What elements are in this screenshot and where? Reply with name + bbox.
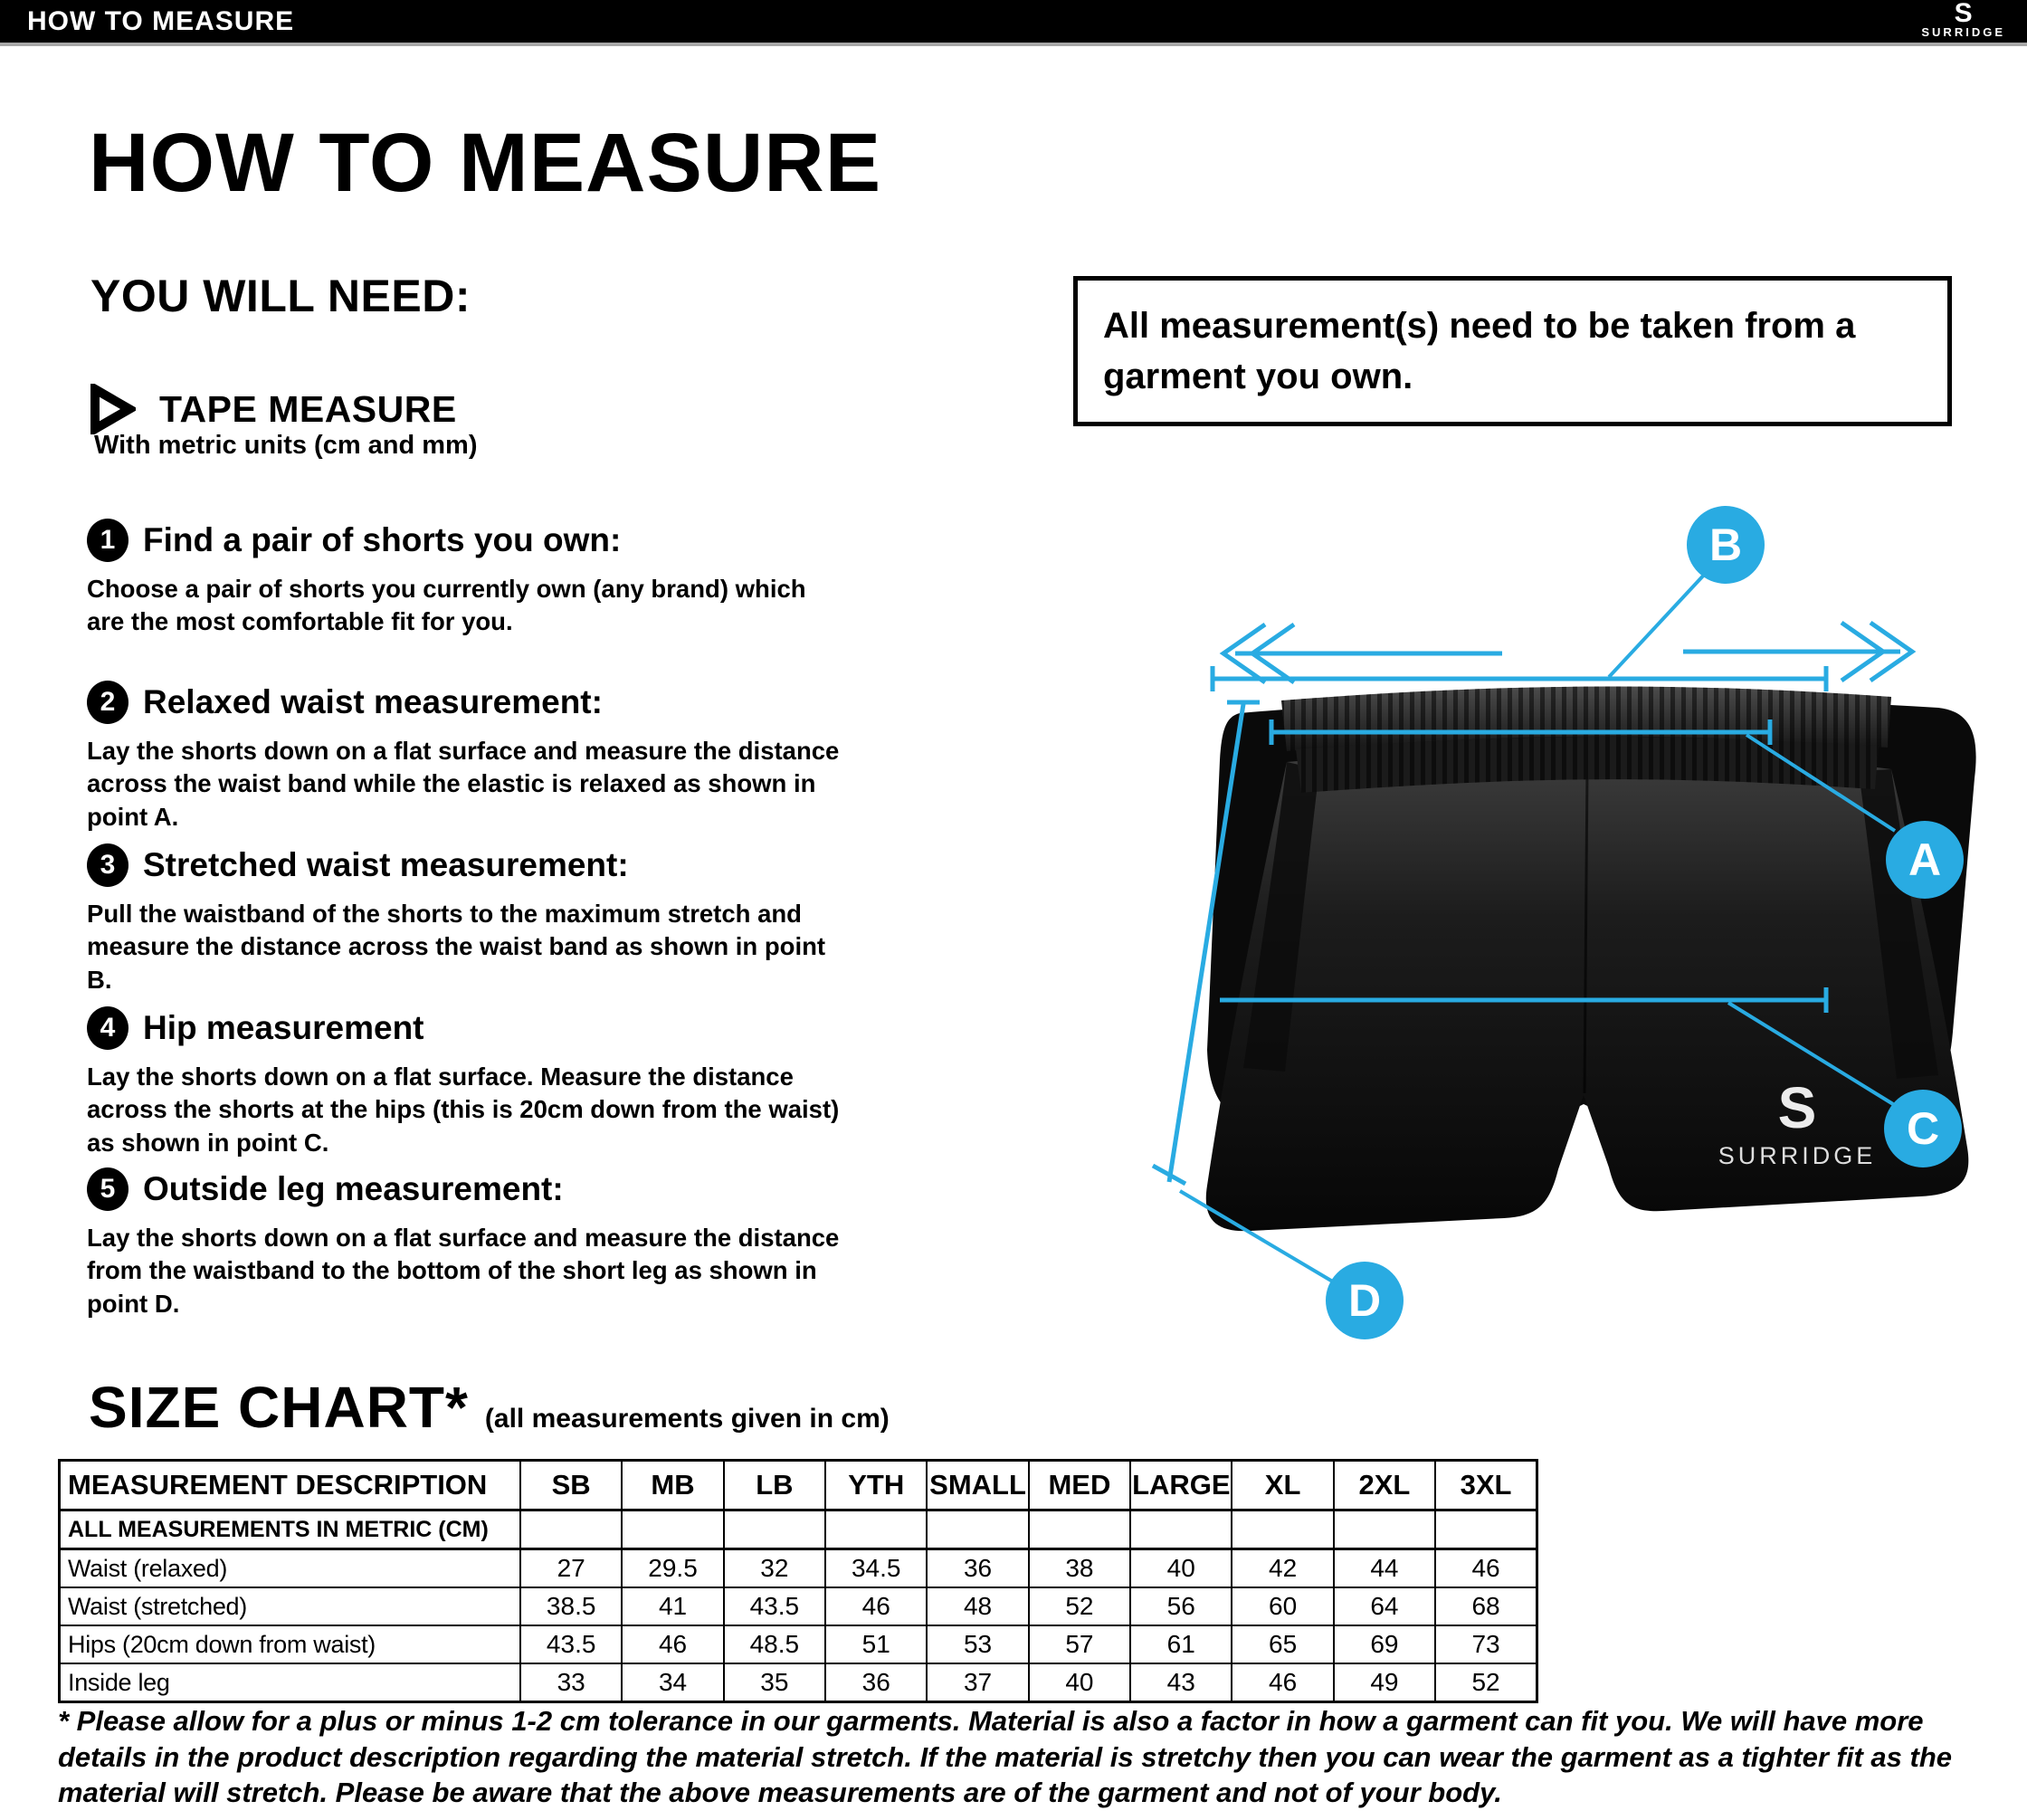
- row-label: Inside leg: [60, 1663, 521, 1702]
- step-4: [87, 1006, 847, 1159]
- table-row: [60, 1549, 1537, 1588]
- size-chart-heading: [89, 1374, 890, 1441]
- top-bar: [0, 0, 2027, 46]
- step-title: Find a pair of shorts you own:: [143, 521, 622, 558]
- value-cell: 40: [1130, 1549, 1232, 1588]
- value-cell: 46: [1435, 1549, 1537, 1588]
- table-row: [60, 1587, 1537, 1625]
- step-description: Lay the shorts down on a flat surface and measure the distance from the waistband to the bottom of the short leg as shown in point D.: [87, 1224, 840, 1318]
- row-label: Waist (stretched): [60, 1587, 521, 1625]
- step-number-badge: 2: [87, 681, 128, 724]
- empty-cell: [1029, 1510, 1130, 1549]
- value-cell: 36: [927, 1549, 1028, 1588]
- size-column-header: MB: [622, 1461, 723, 1510]
- size-column-header: SB: [520, 1461, 622, 1510]
- value-cell: 57: [1029, 1625, 1130, 1663]
- surridge-logo: [1921, 1, 2005, 39]
- value-cell: 38.5: [520, 1587, 622, 1625]
- step-description: Lay the shorts down on a flat surface. Measure the distance across the shorts at the hips (this is 20cm down from the waist) as shown in point C.: [87, 1062, 840, 1157]
- value-cell: 37: [927, 1663, 1028, 1702]
- tape-measure-item: [89, 384, 457, 434]
- value-cell: 53: [927, 1625, 1028, 1663]
- tolerance-footnote: * Please allow for a plus or minus 1-2 cm tolerance in our garments. Material is also a factor in how a garment can fit you. We will have more details in the product description regarding the material stretch. If the material is stretchy then you can wear the garment as a tighter fit as the material will stretch. Please be aware that the above measurements are of the garment and not of your body.: [58, 1705, 1952, 1809]
- value-cell: 38: [1029, 1549, 1130, 1588]
- step-description: Choose a pair of shorts you currently own (any brand) which are the most comfortable fit for you.: [87, 575, 806, 636]
- top-bar-title: HOW TO MEASURE: [27, 6, 295, 36]
- you-will-need-heading: YOU WILL NEED:: [90, 271, 471, 321]
- empty-cell: [520, 1510, 622, 1549]
- row-label: Waist (relaxed): [60, 1549, 521, 1588]
- size-column-header: YTH: [825, 1461, 927, 1510]
- value-cell: 27: [520, 1549, 622, 1588]
- value-cell: 49: [1334, 1663, 1435, 1702]
- value-cell: 40: [1029, 1663, 1130, 1702]
- value-cell: 36: [825, 1663, 927, 1702]
- value-cell: 69: [1334, 1625, 1435, 1663]
- play-triangle-icon: [89, 384, 136, 434]
- value-cell: 43: [1130, 1663, 1232, 1702]
- step-2: [87, 681, 847, 834]
- step-description: Lay the shorts down on a flat surface and measure the distance across the waist band while the elastic is relaxed as shown in point A.: [87, 737, 840, 831]
- leader-line-b: [1609, 572, 1707, 677]
- value-cell: 52: [1435, 1663, 1537, 1702]
- size-chart-subtitle: (all measurements given in cm): [484, 1404, 890, 1434]
- measurement-notice-box: All measurement(s) need to be taken from a garment you own.: [1073, 276, 1952, 426]
- value-cell: 46: [622, 1625, 723, 1663]
- surridge-logo-icon: S: [1954, 0, 1973, 28]
- size-column-header: 3XL: [1435, 1461, 1537, 1510]
- garment-logo-icon: S: [1777, 1075, 1817, 1140]
- label-c: C: [1906, 1103, 1940, 1154]
- step-title: Relaxed waist measurement:: [143, 683, 603, 720]
- empty-cell: [622, 1510, 723, 1549]
- value-cell: 42: [1232, 1549, 1333, 1588]
- value-cell: 68: [1435, 1587, 1537, 1625]
- value-cell: 34.5: [825, 1549, 927, 1588]
- value-cell: 51: [825, 1625, 927, 1663]
- step-1: [87, 519, 847, 639]
- step-description: Pull the waistband of the shorts to the maximum stretch and measure the distance across the waist band as shown in point B.: [87, 900, 826, 994]
- garment-logo-text: SURRIDGE: [1718, 1142, 1877, 1169]
- value-cell: 44: [1334, 1549, 1435, 1588]
- value-cell: 56: [1130, 1587, 1232, 1625]
- value-cell: 65: [1232, 1625, 1333, 1663]
- step-title: Stretched waist measurement:: [143, 846, 629, 883]
- empty-cell: [825, 1510, 927, 1549]
- label-b: B: [1708, 519, 1743, 570]
- metric-note-cell: ALL MEASUREMENTS IN METRIC (CM): [60, 1510, 521, 1549]
- size-chart-table: [58, 1459, 1538, 1703]
- tape-measure-note: With metric units (cm and mm): [94, 431, 478, 460]
- size-column-header: XL: [1232, 1461, 1333, 1510]
- value-cell: 33: [520, 1663, 622, 1702]
- surridge-logo-text: SURRIDGE: [1921, 25, 2005, 39]
- table-row: [60, 1663, 1537, 1702]
- value-cell: 41: [622, 1587, 723, 1625]
- step-number-badge: 4: [87, 1006, 128, 1050]
- size-chart-header-row: [60, 1461, 1537, 1510]
- value-cell: 73: [1435, 1625, 1537, 1663]
- step-number-badge: 1: [87, 519, 128, 562]
- step-3: [87, 843, 847, 996]
- page-title: HOW TO MEASURE: [89, 117, 882, 209]
- empty-cell: [1435, 1510, 1537, 1549]
- value-cell: 48: [927, 1587, 1028, 1625]
- value-cell: 64: [1334, 1587, 1435, 1625]
- empty-cell: [1334, 1510, 1435, 1549]
- label-a: A: [1908, 834, 1942, 885]
- value-cell: 60: [1232, 1587, 1333, 1625]
- value-cell: 46: [1232, 1663, 1333, 1702]
- size-column-header: 2XL: [1334, 1461, 1435, 1510]
- empty-cell: [1232, 1510, 1333, 1549]
- size-column-header: LB: [724, 1461, 825, 1510]
- tape-measure-label: TAPE MEASURE: [159, 387, 457, 430]
- step-number-badge: 5: [87, 1167, 128, 1211]
- row-label: Hips (20cm down from waist): [60, 1625, 521, 1663]
- value-cell: 35: [724, 1663, 825, 1702]
- step-title: Hip measurement: [143, 1009, 424, 1046]
- value-cell: 61: [1130, 1625, 1232, 1663]
- size-column-header: SMALL: [927, 1461, 1028, 1510]
- step-number-badge: 3: [87, 843, 128, 887]
- empty-cell: [927, 1510, 1028, 1549]
- value-cell: 32: [724, 1549, 825, 1588]
- value-cell: 52: [1029, 1587, 1130, 1625]
- size-column-header: LARGE: [1130, 1461, 1232, 1510]
- value-cell: 29.5: [622, 1549, 723, 1588]
- size-chart-title: SIZE CHART*: [89, 1375, 469, 1440]
- metric-note-row: [60, 1510, 1537, 1549]
- description-column-header: MEASUREMENT DESCRIPTION: [60, 1461, 521, 1510]
- value-cell: 46: [825, 1587, 927, 1625]
- shorts-measurement-figure: [1149, 471, 2027, 1367]
- label-d: D: [1347, 1275, 1382, 1326]
- step-5: [87, 1167, 847, 1320]
- step-title: Outside leg measurement:: [143, 1170, 564, 1207]
- value-cell: 34: [622, 1663, 723, 1702]
- table-row: [60, 1625, 1537, 1663]
- size-column-header: MED: [1029, 1461, 1130, 1510]
- empty-cell: [724, 1510, 825, 1549]
- empty-cell: [1130, 1510, 1232, 1549]
- value-cell: 48.5: [724, 1625, 825, 1663]
- value-cell: 43.5: [520, 1625, 622, 1663]
- value-cell: 43.5: [724, 1587, 825, 1625]
